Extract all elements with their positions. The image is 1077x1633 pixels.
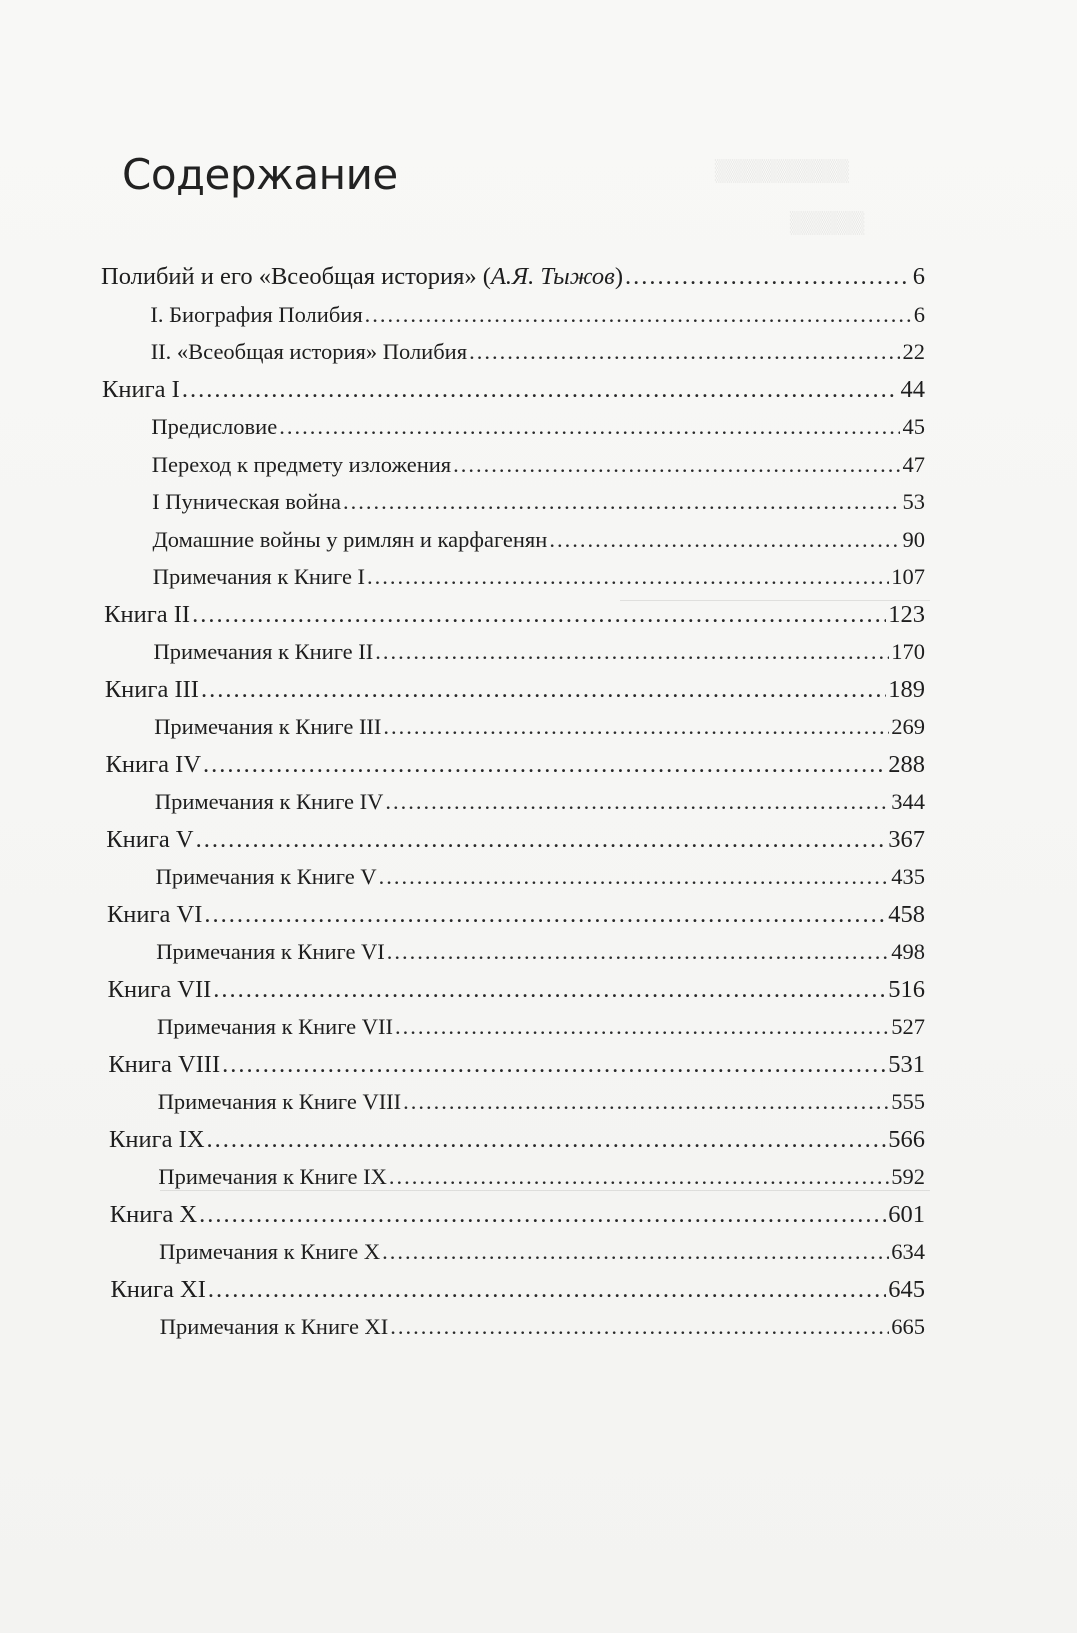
toc-entry-label: Примечания к Книге I [152,564,366,589]
toc-entry [154,712,925,742]
toc-entry-label: II. «Всеобщая история» Полибия [150,339,468,364]
toc-entry-title [156,862,377,892]
toc-entry [158,1162,925,1192]
dot-leader [199,1200,886,1230]
toc-entry-title [153,562,365,592]
dot-leader [379,862,890,892]
toc-entry [156,862,925,892]
toc-page-number: 645 [888,1275,925,1303]
toc-entry [152,525,925,555]
toc-entry-label: I Пуническая война [152,489,341,514]
toc-entry-label: Предисловие [151,414,278,439]
toc-page-number: 123 [888,600,925,628]
dot-leader [375,637,889,667]
toc-page-number: 47 [902,451,925,477]
dot-leader [382,1237,889,1267]
toc-entry-title [106,750,201,780]
toc-entry [104,600,925,630]
toc-entry-title [151,412,277,442]
toc-entry-title [152,525,547,555]
dot-leader [395,1012,889,1042]
bleed-through-text: ▒▒▒▒▒ [790,210,865,234]
toc-entry [110,1275,925,1305]
toc-entry-label: Полибий и его «Всеобщая история» ( [101,263,491,290]
toc-page-number: 435 [891,864,925,889]
dot-leader [343,487,901,517]
toc-entry [159,1237,925,1267]
toc-entry-title [104,600,190,630]
toc-entry [109,1125,925,1155]
toc-page-number: 189 [888,675,925,703]
toc-entry-label: Книга VII [107,975,212,1003]
toc-entry [153,562,925,592]
toc-entry-author: А.Я. Тыжов [490,263,615,290]
toc-entry-title [102,375,180,405]
toc-entry-title [106,825,193,855]
toc-entry-label: Примечания к Книге II [153,639,374,664]
toc-entry-label: Примечания к Книге III [154,714,382,739]
toc-entry-label: Примечания к Книге IX [158,1164,387,1189]
toc-entry-label: Примечания к Книге VI [156,939,385,964]
toc-entry [110,1200,925,1230]
toc-entry-title [152,487,341,517]
toc-entry-label-end: ) [614,263,623,290]
toc-entry-title [101,262,623,292]
toc-entry-label: Примечания к Книге VIII [157,1089,402,1114]
toc-entry-label: Примечания к Книге VII [157,1014,393,1039]
toc-page-number: 555 [891,1089,925,1114]
dot-leader [207,1125,887,1155]
dot-leader [387,937,889,967]
dot-leader [365,300,912,330]
toc-page-number: 107 [891,564,925,589]
toc-page-number: 592 [891,1164,925,1189]
toc-entry-title [158,1162,387,1192]
toc-entry-label: Домашние войны у римлян и карфагенян [152,526,548,552]
toc-entry [160,1312,925,1342]
toc-entry [155,787,925,817]
toc-entry [108,975,925,1005]
toc-entry [107,900,925,930]
toc-entry [154,637,926,667]
toc-entry [156,937,925,967]
toc-page-number: 458 [888,900,925,928]
bleed-through-text: ▒▒▒▒▒▒▒▒▒ [715,158,849,182]
toc-entry-title [159,1237,380,1267]
dot-leader [213,975,886,1005]
dot-leader [389,1162,889,1192]
toc-entry-title [108,975,212,1005]
toc-entry-label: Книга II [104,600,191,628]
dot-leader [385,787,889,817]
toc-page-number: 288 [888,750,925,778]
dot-leader [279,412,900,442]
dot-leader [208,1275,886,1305]
toc-entry-label: Книга XI [110,1275,206,1303]
toc-entry [105,675,925,705]
toc-page-number: 90 [902,526,925,552]
toc-entry-label: Книга IV [105,750,202,778]
dot-leader [453,450,900,480]
toc-entry [158,1087,925,1117]
toc-entry [102,375,925,405]
dot-leader [222,1050,886,1080]
toc-entry-title [158,1087,401,1117]
toc-page-number: 498 [891,939,925,964]
toc-entry-title [155,787,384,817]
toc-page-number: 516 [888,975,925,1003]
toc-page-number: 6 [912,263,925,290]
toc-entry-label: Примечания к Книге IV [154,789,384,814]
toc-page-number: 44 [900,375,925,403]
dot-leader [625,262,911,292]
toc-page-number: 6 [913,301,925,327]
dot-leader [549,525,900,555]
toc-page-number: 634 [891,1239,925,1264]
toc-page-number: 45 [902,414,925,439]
dot-leader [469,337,900,367]
toc-entry-label: Примечания к Книге XI [159,1314,389,1339]
toc-entry-title [150,300,362,330]
toc-entry-label: Книга III [104,675,199,703]
toc-entry-title [154,712,381,742]
toc-entry [106,825,925,855]
dot-leader [201,675,886,705]
toc-page-number: 53 [902,489,925,514]
toc-entry [152,487,925,517]
toc-entry [151,412,925,442]
toc-entry-title [160,1312,389,1342]
dot-leader [367,562,889,592]
toc-entry-label: Переход к предмету изложения [151,451,452,477]
toc-entry-title [151,337,467,367]
toc-page-number: 665 [891,1314,925,1339]
toc-entry-label: Примечания к Книге X [159,1239,381,1264]
toc-entry-title [105,675,199,705]
toc-entry-label: Книга VI [106,900,203,928]
toc-page-number: 344 [891,789,925,814]
dot-leader [182,375,899,405]
toc-page-number: 527 [891,1014,925,1039]
toc-entry-title [108,1050,220,1080]
dot-leader [192,600,886,630]
toc-entry-title [110,1200,197,1230]
toc-entry-title [156,937,385,967]
toc-page-number: 566 [888,1125,925,1153]
toc-entry-title [154,637,374,667]
toc-page-number: 22 [902,339,925,364]
dot-leader [203,750,886,780]
toc-entry [152,450,925,480]
dot-leader [196,825,887,855]
toc-entry-title [110,1275,205,1305]
toc-page-number: 367 [888,825,925,853]
toc-entry-label: Книга X [109,1200,198,1228]
dot-leader [383,712,889,742]
dot-leader [390,1312,889,1342]
toc-page-number: 170 [891,639,925,664]
toc-entry-title [109,1125,204,1155]
toc-page-number: 601 [888,1200,925,1228]
toc-entry-label: Книга I [102,375,180,403]
toc-entry [101,262,925,292]
toc-page-number: 269 [891,714,925,739]
toc-entry [150,300,925,330]
page-title: Содержание [122,150,398,199]
toc-entry-title [152,450,451,480]
toc-entry [157,1012,925,1042]
toc-page-number: 531 [888,1050,925,1078]
toc-entry [106,750,925,780]
dot-leader [204,900,886,930]
toc-entry-title [157,1012,393,1042]
toc-entry-label: Книга VIII [108,1050,221,1078]
toc-entry-title [107,900,202,930]
toc-entry [108,1050,925,1080]
dot-leader [403,1087,889,1117]
toc-entry-label: Книга IX [109,1125,205,1153]
toc-entry [151,337,925,367]
toc-entry-label: I. Биография Полибия [150,301,363,327]
toc-entry-label: Примечания к Книге V [155,864,377,889]
toc-entry-label: Книга V [106,825,194,853]
